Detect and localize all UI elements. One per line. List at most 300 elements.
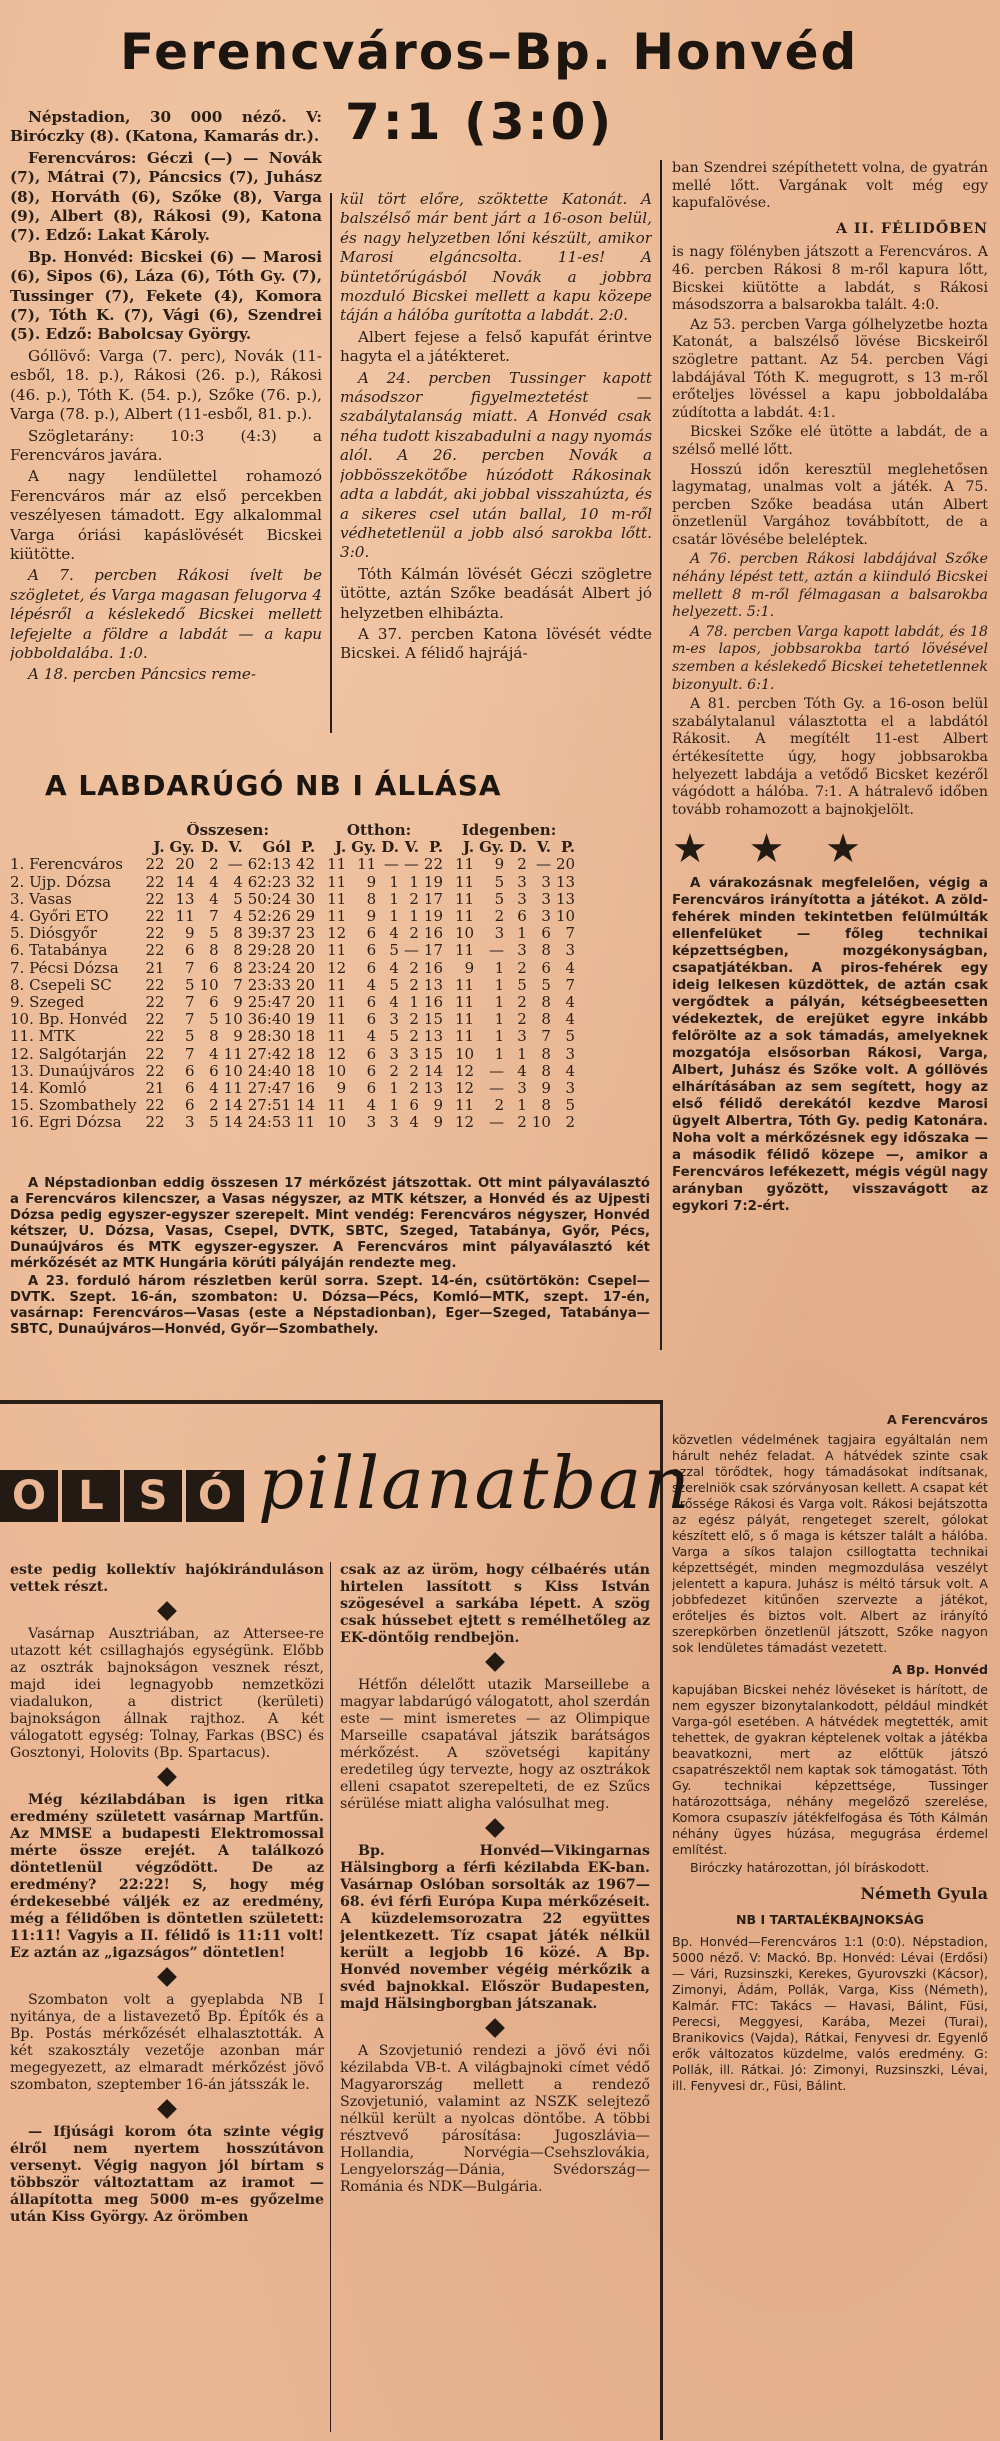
standings-cell: 10 [327,1113,347,1132]
column-divider [660,160,662,1350]
standings-cell: 3 [565,1044,576,1063]
standings-cell: 20 [555,855,576,874]
standings-cell: 4 [209,889,219,908]
standings-cell: — [535,855,551,874]
standings-cell: 24:40 [247,1061,291,1080]
standings-cell: 12 [455,1079,475,1098]
standings-row [10,925,575,942]
column-header: D. [381,838,399,857]
standings-cell: 19 [423,872,444,891]
standings-cell: 15 [423,1010,444,1029]
standings-cell: 1 [517,1044,527,1063]
standings-cell: 11 [455,1027,475,1046]
standings-cell: 6 [541,924,551,943]
standings-cell: 18 [296,1027,316,1046]
standings-cell: 1 [409,993,419,1012]
column-script-title: pillanatban [258,1441,692,1525]
standings-cell: 11 [327,993,347,1012]
logo-letter: Ó [186,1470,244,1522]
news-item: — Ifjúsági korom óta szinte végig élről nem nyertem hosszútávon versenyt. Végig nagyon jól bírtam s többször változtattam az iramot — állapította meg 5000 m-es győzelme után Kiss György. Az örömben [10,2124,324,2225]
standings-cell: 9 [366,907,377,926]
report-para: kül tört előre, szöktette Katonát. A balszélső már bent járt a 16-oson belül, és nagy helyzetben lőni készült, amikor Marosi elgáncsolta. 11-es! A büntetőrúgásból Novák a jobbra mozduló Bicskei mellett a kapu közepe táján a hálóba gurította a labdát. 2:0. [340,190,652,325]
round-23-schedule: A 23. forduló három részletben kerül sorra. Szept. 14-én, csütörtökön: Csepel—DVTK. Szept. 16-án, szombaton: U. Dózsa—Pécs, Komló—MTK, szept. 17-én, vasárnap: Ferencváros—Vasas (este a Népstadionban), Eger—Szeged, Tatabánya—SBTC, Dunaújváros—Honvéd, Győr—Szombathely. [10,1274,650,1337]
standings-cell: 5 [209,1010,219,1029]
standings-cell: 6 [366,1010,377,1029]
standings-cell: 3 [565,941,576,960]
standings-cell: 11 [327,1096,347,1115]
standings-cell: 2 [209,855,219,874]
standings-row [10,1097,575,1114]
report-para: ban Szendrei szépíthetett volna, de gyatrán mellé lőtt. Vargának volt még egy kapufalövése. [672,160,988,212]
standings-cell: 22 [145,907,165,926]
standings-cell: 6 [366,1044,377,1063]
group-away: Idegenben: [461,822,557,839]
standings-cell: 2 [409,1010,419,1029]
column-header: P. [561,838,576,857]
standings-cell: 11 [327,1027,347,1046]
reserve-league-heading: NB I TARTALÉKBAJNOKSÁG [735,1912,925,1927]
section-box-border [660,1400,663,2440]
standings-cell: 10 [223,1061,243,1080]
standings-cell: 23:33 [247,975,291,994]
standings-cell: 3 [366,1113,377,1132]
standings-cell: 6 [366,924,377,943]
standings-cell: 5 [565,1027,576,1046]
standings-cell: 11 [455,975,475,994]
standings-cell: 1 [389,1079,399,1098]
standings-cell: 1 [517,1096,527,1115]
diamond-separator-icon [157,1967,177,1987]
standings-cell: 6 [366,1061,377,1080]
standings-cell: 5 [541,975,551,994]
standings-cell: 3 [409,1044,419,1063]
standings-cell: 2 [517,958,527,977]
team-name: 14. Komló [10,1079,87,1098]
standings-cell: 9 [464,958,475,977]
standings-row [10,1011,575,1028]
standings-cell: 1 [409,907,419,926]
standings-cell: 22 [145,1010,165,1029]
diamond-separator-icon [485,1818,505,1838]
match-headline: Ferencváros–Bp. Honvéd [120,23,859,81]
column-header: P. [301,838,316,857]
standings-cell: 11 [175,907,195,926]
standings-cell: 9 [541,1079,551,1098]
standings-cell: 11 [327,941,347,960]
team-name: 10. Bp. Honvéd [10,1010,128,1029]
standings-cell: 6 [209,958,219,977]
standings-cell: 11 [455,941,475,960]
standings-row [10,891,575,908]
standings-cell: 1 [389,872,399,891]
standings-cell: 4 [389,924,399,943]
goalscorers: Góllövő: Varga (7. perc), Novák (11-esből, 18. p.), Rákosi (26. p.), Rákosi (46. p.), Tóth K. (54. p.), Szőke (76. p.), Varga (78. p.), Albert (11-esből, 81. p.). [10,346,322,424]
standings-cell: 6 [366,993,377,1012]
standings-cell: 8 [209,941,219,960]
standings-cell: 21 [145,1079,165,1098]
standings-cell: 8 [541,1010,551,1029]
standings-cell: 2 [517,1113,527,1132]
standings-cell: 4 [565,993,576,1012]
report-para: A 24. percben Tussinger kapott másodszor figyelmeztetést — szabálytalanság miatt. A Honvéd csak néha tudott kiszabadulni a nagy nyomás alól. A 26. percben Novák a jobbösszekötőbe húzódott Rákosinak adta a labdát, aki jobbal visszahúzta, és a sikeres csel után ballal, 10 m-ről védhetetlenül a jobb alsó sarokba lőtt. 3:0. [340,368,652,562]
standings-header-row [10,839,575,856]
standings-row [10,856,575,873]
standings-cell: 22 [145,975,165,994]
standings-cell: 3 [517,1079,527,1098]
report-para: Az 53. percben Varga gólhelyzetbe hozta Katonát, a balszélső lövése Bicskeiről szögletre pattant. Az 54. percben Vági labdájával Tóth K. megugrott, s 13 m-ről erőteljes lövéssel a kapu jobboldalába zúdította a labdát. 4:1. [672,316,988,421]
standings-cell: — [383,855,399,874]
standings-cell: 16 [423,993,444,1012]
standings-cell: 30 [296,889,316,908]
standings-cell: 4 [209,1044,219,1063]
standings-cell: 2 [494,907,505,926]
standings-row [10,874,575,891]
standings-cell: 13 [175,889,195,908]
logo-letter: O [0,1470,58,1522]
standings-cell: 21 [145,958,165,977]
standings-cell: 1 [494,1027,505,1046]
standings-cell: 1 [494,993,505,1012]
standings-cell: 10 [223,1010,243,1029]
standings-cell: 8 [541,1044,551,1063]
standings-cell: 6 [185,1096,195,1115]
diamond-separator-icon [157,1767,177,1787]
standings-cell: 5 [494,889,505,908]
match-score: 7:1 (3:0) [345,93,615,151]
standings-cell: 11 [327,889,347,908]
standings-cell: 7 [541,1027,551,1046]
standings-cell: 13 [423,1079,444,1098]
standings-cell: 42 [296,855,316,874]
standings-cell: 5 [389,1027,399,1046]
standings-cell: 2 [409,975,419,994]
column-divider [330,1562,331,2432]
news-item: Hétfőn délelőtt utazik Marseillebe a magyar labdarúgó válogatott, ahol szerdán este — mint ismeretes — az Olimpique Marseille csapatával játszik barátságos mérkőzést. A szövetségi kapitány eredetileg úgy tervezte, hogy az osztrákok elleni csapatot szerepelteti, de ez Szűcs sérülése miatt aligha valósulhat meg. [340,1677,650,1812]
standings-cell: 9 [233,1027,243,1046]
standings-cell: 7 [185,1010,195,1029]
standings-cell: 39:37 [247,924,291,943]
standings-group-row [10,822,575,839]
standings-cell: 22 [423,855,444,874]
standings-cell: 4 [366,1096,377,1115]
standings-cell: 5 [565,1096,576,1115]
standings-cell: 4 [366,975,377,994]
standings-cell: 22 [145,889,165,908]
standings-cell: 3 [517,872,527,891]
report-para: A 81. percben Tóth Gy. a 16-oson belül szabálytalanul választotta el a labdától Rákosit. A megítélt 11-est Albert értékesítette úgy, hogy jobbsarokba helyezett labdája a vetődő Bicsket kezéről vágódott a hálóba. 7:1. A hátralevő időben tovább rohamozott a bajnokjelölt. [672,696,988,818]
standings-cell: 3 [494,924,505,943]
standings-cell: 1 [389,1096,399,1115]
match-report-col1 [10,108,322,733]
team-name: 13. Dunaújváros [10,1061,135,1080]
standings-cell: 22 [145,1061,165,1080]
standings-cell: 22 [145,1113,165,1132]
standings-cell: 27:42 [247,1044,291,1063]
group-home: Otthon: [346,822,412,839]
diamond-separator-icon [485,1652,505,1672]
standings-cell: 17 [423,889,444,908]
standings-row [10,1114,575,1131]
standings-cell: 6 [366,1079,377,1098]
subhead-honved: A Bp. Honvéd [892,1662,988,1677]
standings-cell: 2 [517,1010,527,1029]
standings-cell: 11 [455,907,475,926]
standings-cell: 14 [423,1061,444,1080]
review-honved: kapujában Bicskei nehéz lövéseket is hárított, de nem egyszer bizonytalankodott, például mindkét Varga-gól esetében. A hátvédek megtették, amit tehettek, de gyakran képtelenek voltak a játékba beavatkozni, mert az előttük játszó csapatrészektől nem kaptak sok támogatást. Tóth Gy. technikai képzettsége, Tussinger határozottsága, néhány megelőző szerelése, Komora csupaszív játékfelfogása és Tóth Kálmán néhány ügyes húzása, megugrása érdemel említést. [672,1682,988,1857]
standings-cell: 3 [565,1079,576,1098]
news-item: Bp. Honvéd—Vikingarnas Hälsingborg a férfi kézilabda EK-ban. Vasárnap Oslóban sorsolták az 1967—68. évi férfi Európa Kupa mérkőzéseit. A küzdelemsorozatra 22 együttes jelentkezett. Tíz csapat játék nélkül került a legjobb 16 közé. A Bp. Honvéd november végéig mérkőzik a svéd bajnokkal. Először Budapesten, majd Hälsingborgban játszanak. [340,1843,650,2012]
standings-cell: 22 [145,993,165,1012]
referee-note: Biróczky határozottan, jól bíráskodott. [690,1860,930,1875]
standings-cell: 2 [565,1113,576,1132]
standings-cell: 6 [209,1061,219,1080]
standings-cell: 2 [517,993,527,1012]
standings-cell: 11 [455,993,475,1012]
standings-cell: 20 [296,993,316,1012]
standings-cell: 4 [209,1079,219,1098]
standings-cell: 8 [541,1096,551,1115]
standings-cell: 5 [209,1113,219,1132]
standings-cell: 27:47 [247,1079,291,1098]
standings-cell: 5 [209,924,219,943]
column-header: J. [462,838,475,857]
standings-cell: 27:51 [247,1096,291,1115]
group-total: Összesen: [186,822,269,839]
column-header: D. [200,838,219,857]
standings-cell: 2 [389,1061,399,1080]
standings-cell: 3 [389,1010,399,1029]
standings-cell: 23 [296,924,316,943]
standings-cell: 8 [209,1027,219,1046]
standings-cell: 10 [555,907,576,926]
standings-cell: 22 [145,1096,165,1115]
standings-cell: 13 [555,872,576,891]
standings-cell: 11 [327,975,347,994]
standings-cell: — [489,1079,505,1098]
column-logo [0,1470,248,1522]
standings-cell: 23:24 [247,958,291,977]
news-item: A Szovjetunió rendezi a jövő évi női kézilabda VB-t. A világbajnoki címet védő Magyarország mellett a rendező Szovjetunió, valamint az NSZK selejtező nélkül került a nyolcas döntőbe. A többi résztvevő párosítása: Jugoszlávia—Hollandia, Norvégia—Csehszlovákia, Lengyelország—Dánia, Svédország—Románia és NDK—Bulgária. [340,2043,650,2195]
standings-cell: 4 [209,872,219,891]
team-name: 16. Egri Dózsa [10,1113,122,1132]
column-header: Gy. [351,838,377,857]
standings-cell: — [489,1061,505,1080]
standings-cell: 1 [494,975,505,994]
standings-cell: 5 [185,1027,195,1046]
news-item: Szombaton volt a gyeplabda NB I nyitánya, de a listavezető Bp. Építők és a Bp. Postás mérkőzését elhalasztották. A két szakosztály vezetője azonban már megegyezett, az elmaradt mérkőzést jövő szombaton, szeptember 16-án játsszák le. [10,1992,324,2093]
report-para: A 76. percben Rákosi labdájával Szőke néhány lépést tett, aztán a kiinduló Bicskei mellett 8 m-ről félmagasan a balsarokba helyezett. 5:1. [672,551,988,621]
team-name: 4. Győri ETO [10,907,109,926]
subhead-second-half: A II. FÉLIDŐBEN [835,220,988,237]
standings-cell: — [227,855,243,874]
standings-cell: 6 [409,1096,419,1115]
standings-cell: 2 [209,1096,219,1115]
standings-cell: 22 [145,872,165,891]
standings-cell: 11 [327,855,347,874]
diamond-separator-icon [485,2018,505,2038]
standings-cell: 6 [185,941,195,960]
standings-cell: 4 [389,958,399,977]
standings-cell: 6 [209,993,219,1012]
team-name: 6. Tatabánya [10,941,108,960]
standings-cell: 13 [555,889,576,908]
standings-cell: 11 [327,1010,347,1029]
standings-cell: 2 [409,924,419,943]
standings-cell: 19 [296,1010,316,1029]
standings-cell: 20 [296,958,316,977]
standings-cell: 1 [494,1010,505,1029]
match-report-col3 [672,160,988,1400]
section-divider [0,1400,660,1404]
report-para: Albert fejese a felső kapufát érintve hagyta el a játékteret. [340,327,652,366]
standings-cell: 16 [423,958,444,977]
standings-cell: 22 [145,1044,165,1063]
report-para: A 78. percben Varga kapott labdát, és 18 m-es lapos, jobbsarokba tartó lövésével szemben a késlekedő Bicskei tehetetlennek bizonyult. 6:1. [672,623,988,693]
standings-cell: 1 [409,872,419,891]
standings-cell: 14 [296,1096,316,1115]
standings-cell: 2 [494,1096,505,1115]
standings-row [10,977,575,994]
standings-cell: 5 [494,872,505,891]
standings-cell: 6 [517,907,527,926]
standings-cell: 17 [423,941,444,960]
logo-letter: L [62,1470,120,1522]
standings-cell: 8 [233,941,243,960]
team-name: 1. Ferencváros [10,855,123,874]
standings-cell: 10 [455,924,475,943]
standings-cell: 3 [517,889,527,908]
standings-cell: 10 [199,975,219,994]
corner-ratio: Szögletarány: 10:3 (4:3) a Ferencváros javára. [10,426,322,464]
standings-notes [10,1176,650,1394]
standings-cell: 11 [327,907,347,926]
standings-cell: 4 [233,907,243,926]
standings-cell: 4 [233,872,243,891]
standings-cell: 11 [455,889,475,908]
standings-cell: 9 [366,872,377,891]
standings-cell: 11 [455,855,475,874]
standings-cell: 5 [185,975,195,994]
standings-cell: 8 [233,958,243,977]
column-header: D. [509,838,527,857]
report-para: Hosszú időn keresztül meglehetősen lagymatag, unalmas volt a játék. A 75. percben Szőke beadása után Albert önzetlenül Vargához továbbított, de a csatár lövésébe beleléptek. [672,461,988,548]
team-name: 3. Vasas [10,889,72,908]
standings-cell: 3 [517,941,527,960]
standings-cell: 62:23 [247,872,291,891]
standings-cell: 6 [366,941,377,960]
standings-cell: 20 [175,855,195,874]
standings-cell: 24:53 [247,1113,291,1132]
report-para: A 7. percben Rákosi ívelt be szögletet, és Varga magasan felugorva 4 lépésről a késlekedő Bicskei mellett lefejelte a földre a labdát — a kapu jobboldalába. 1:0. [10,566,322,662]
standings-cell: 20 [296,975,316,994]
standings-cell: 22 [145,924,165,943]
standings-cell: 14 [223,1113,243,1132]
standings-cell: 8 [366,889,377,908]
standings-cell: 7 [209,907,219,926]
standings-cell: 22 [145,855,165,874]
diamond-separator-icon [157,2099,177,2119]
standings-table [10,822,575,1132]
column-header: Gy. [169,838,195,857]
report-para: A 18. percben Páncsics reme- [28,665,256,684]
standings-cell: 4 [565,958,576,977]
standings-table-wrap [10,822,655,1132]
standings-cell: 7 [185,993,195,1012]
news-item: Vasárnap Ausztriában, az Attersee-re utazott két csillaghajós egységünk. Előbb az osztrák bajnokságon vesznek részt, majd idei legnagyobb nemzetközi viadalukon, a district (kerületi) bajnokságon állnak rajthoz. A két válogatott egység: Tolnay, Farkas (BSC) és Gosztonyi, Holovits (Bp. Spartacus). [10,1626,324,1761]
standings-cell: 29 [296,907,316,926]
column-header: Gól [262,838,291,857]
standings-cell: 1 [517,924,527,943]
standings-cell: 11 [327,872,347,891]
reserve-league-report: Bp. Honvéd—Ferencváros 1:1 (0:0). Népstadion, 5000 néző. V: Mackó. Bp. Honvéd: Lévai (Erdősi) — Vári, Ruzsinszki, Kerekes, Gyurovszki (Kácsor), Zimonyi, Ádám, Pollák, Varga, Kiss (Németh), Kalmár. FTC: Takács — Havasi, Bálint, Füsi, Perecsi, Meggyesi, Karába, Mezei (Turai), Branikovics (Vajda), Rátkai, Fenyvesi dr. Egyenlő erők változatos küzdelme, valós eredmény. G: Pollák, ill. Rátkai. Jó: Zimonyi, Ruzsinszki, Lévai, ill. Fenyvesi dr., Füsi, Bálint. [672,1934,988,2093]
standings-cell: 18 [296,1044,316,1063]
standings-cell: — [489,941,505,960]
standings-cell: 52:26 [247,907,291,926]
standings-cell: 11 [223,1044,243,1063]
column-divider [330,193,332,733]
column-header: V. [404,838,419,857]
standings-cell: 12 [455,1061,475,1080]
standings-cell: — [403,855,419,874]
standings-cell: 9 [185,924,195,943]
column-header: V. [228,838,243,857]
standings-cell: 3 [185,1113,195,1132]
team-name: 12. Salgótarján [10,1044,127,1063]
standings-cell: 7 [565,975,576,994]
match-venue: Népstadion, 30 000 néző. V: Biróczky (8). (Katona, Kamarás dr.). [10,108,322,146]
standings-cell: 12 [327,1044,347,1063]
standings-cell: 15 [423,1044,444,1063]
standings-cell: 1 [494,1044,505,1063]
standings-cell: 7 [185,1044,195,1063]
subhead-ferencvaros: A Ferencváros [886,1412,988,1427]
standings-cell: 2 [409,1061,419,1080]
standings-cell: 5 [389,941,399,960]
standings-cell: 11 [455,1096,475,1115]
nepstadion-note: A Népstadionban eddig összesen 17 mérkőzést játszottak. Ott mint pályaválasztó a Ferencváros kilencszer, a Vasas négyszer, az MTK kétszer, a Honvéd és az Ujpesti Dózsa pedig egyszer-egyszer szerepelt. Mint vendég: Ferencváros négyszer, Honvéd kétszer, U. Dózsa, Vasas, Csepel, DVTK, SBTC, Szeged, Tatabánya, Győr, Pécs, Dunaújváros és MTK egyszer-egyszer. A Ferencváros mint pályaválasztó két mérkőzését az MTK Hungária körúti pályáján rendezte meg. [10,1176,650,1271]
standings-cell: 11 [455,872,475,891]
standings-cell: 7 [185,958,195,977]
standings-cell: 4 [389,993,399,1012]
standings-cell: 32 [296,872,316,891]
report-para: Bicskei Szőke elé ütötte a labdát, de a szélső mellé lőtt. [672,424,988,458]
lineup-ferencvaros: Ferencváros: Géczi (—) — Novák (7), Mátrai (7), Páncsics (7), Juhász (8), Horváth (6), Szőke (8), Varga (9), Albert (8), Rákosi (9), Katona (7). Edző: Lakat Károly. [10,148,322,245]
standings-cell: 16 [296,1079,316,1098]
standings-cell: 6 [541,958,551,977]
standings-cell: 7 [233,975,243,994]
standings-row [10,942,575,959]
team-name: 9. Szeged [10,993,85,1012]
standings-cell: 1 [494,958,505,977]
standings-cell: 2 [409,1079,419,1098]
standings-cell: 9 [433,1113,444,1132]
standings-cell: — [489,1113,505,1132]
standings-cell: 9 [233,993,243,1012]
standings-cell: 6 [366,958,377,977]
short-news-col2 [340,1562,650,2437]
review-ferencvaros: közvetlen védelmének tagjaira egyáltalán nem hárult nehéz feladat. A hátvédek szinte csak azzal törődtek, hogy támadásokat indítsanak, szerelniök csak szórványosan kellett. A csapat két erőssége Rákosi és Varga volt. Rákosi bejátszotta az egész pályát, rengeteget szerelt, gólokat készített elő, s ő maga is kétszer talált a hálóba. Varga a síkos talajon csillogtatta technikai képzettségét, minden megmozdulása veszélyt jelentett a kapura. Juhász is méltó társuk volt. A jobbfedezet kitűnően szervezte a játékot, erőteljes és biztos volt. Albert az irányító szerepkörben önzetlenül játszott, Szőke nagyon sok lendületes támadást vezetett. [672,1432,988,1655]
report-para: A 37. percben Katona lövését védte Bicskei. A félidő hajrájá- [340,624,652,663]
team-name: 15. Szombathely [10,1096,137,1115]
standings-row [10,908,575,925]
column-header: J. [153,838,165,857]
standings-cell: 3 [517,1027,527,1046]
standings-cell: 13 [423,1027,444,1046]
team-name: 5. Diósgyőr [10,924,97,943]
standings-cell: 4 [517,1061,527,1080]
standings-cell: 10 [455,1044,475,1063]
column-header: J. [335,838,347,857]
